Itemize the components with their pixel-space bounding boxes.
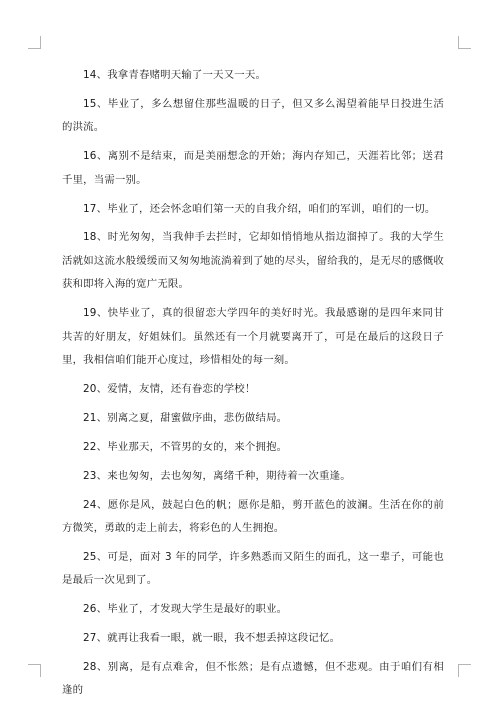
crop-mark-top-right: [458, 36, 471, 49]
paragraph-17: 17、毕业了，还会怀念咱们第一天的自我介绍，咱们的军训，咱们的一切。: [83, 202, 436, 215]
paragraph-27: 27、就再让我看一眼，就一眼，我不想丢掉这段记忆。: [83, 632, 341, 645]
paragraph-19: 19、快毕业了，真的很留恋大学四年的美好时光。我最感谢的是四年来同甘共苦的好朋友，好姐妹们。虽然还有一个月就要离开了，可是在最后的这段日子里，我相信咱们能开心度过，珍惜相处的每一刻。: [62, 307, 444, 366]
paragraph-15: 15、毕业了，多么想留住那些温暖的日子，但又多么渴望着能早日投进生活的洪流。: [62, 97, 444, 134]
paragraph-23: 23、来也匆匆，去也匆匆，离绪千种，期待着一次重逢。: [83, 469, 351, 482]
paragraph-14: 14、我拿青春赌明天输了一天又一天。: [83, 69, 267, 81]
paragraph-25: 25、可是，面对 3 年的同学，许多熟悉而又陌生的面孔，这一辈子，可能也是最后一次见到了。: [62, 550, 444, 587]
paragraph-21: 21、别离之夏，甜蜜做序曲，悲伤做结局。: [83, 411, 288, 424]
paragraph-18: 18、时光匆匆，当我伸手去拦时，它却如悄悄地从指边溜掉了。我的大学生活就如这流水般缓缓而又匆匆地流淌着到了她的尽头，留给我的，是无尽的感慨收获和即将入海的宽广无限。: [62, 231, 444, 291]
paragraph-22: 22、毕业那天，不管男的女的，来个拥抱。: [83, 440, 288, 453]
paragraph-16: 16、离别不是结束，而是美丽想念的开始；海内存知己，天涯若比邻；送君千里，当需一别。: [62, 150, 444, 186]
crop-mark-top-left: [28, 36, 41, 49]
paragraph-26: 26、毕业了，才发现大学生是最好的职业。: [83, 603, 288, 616]
paragraph-20: 20、爱情，友情，还有眷恋的学校！: [83, 382, 256, 395]
document-body: [62, 64, 444, 708]
paragraph-24: 24、愿你是风，鼓起白色的帆；愿你是船，剪开蓝色的波澜。生活在你的前方微笑，勇敢的走上前去，将彩色的人生拥抱。: [62, 498, 444, 534]
crop-mark-bottom-right: [458, 664, 471, 677]
crop-mark-bottom-left: [28, 664, 41, 677]
paragraph-28: 28、别离，是有点难舍，但不怅然；是有点遗憾，但不悲观。由于咱们有相逢的: [62, 660, 444, 697]
